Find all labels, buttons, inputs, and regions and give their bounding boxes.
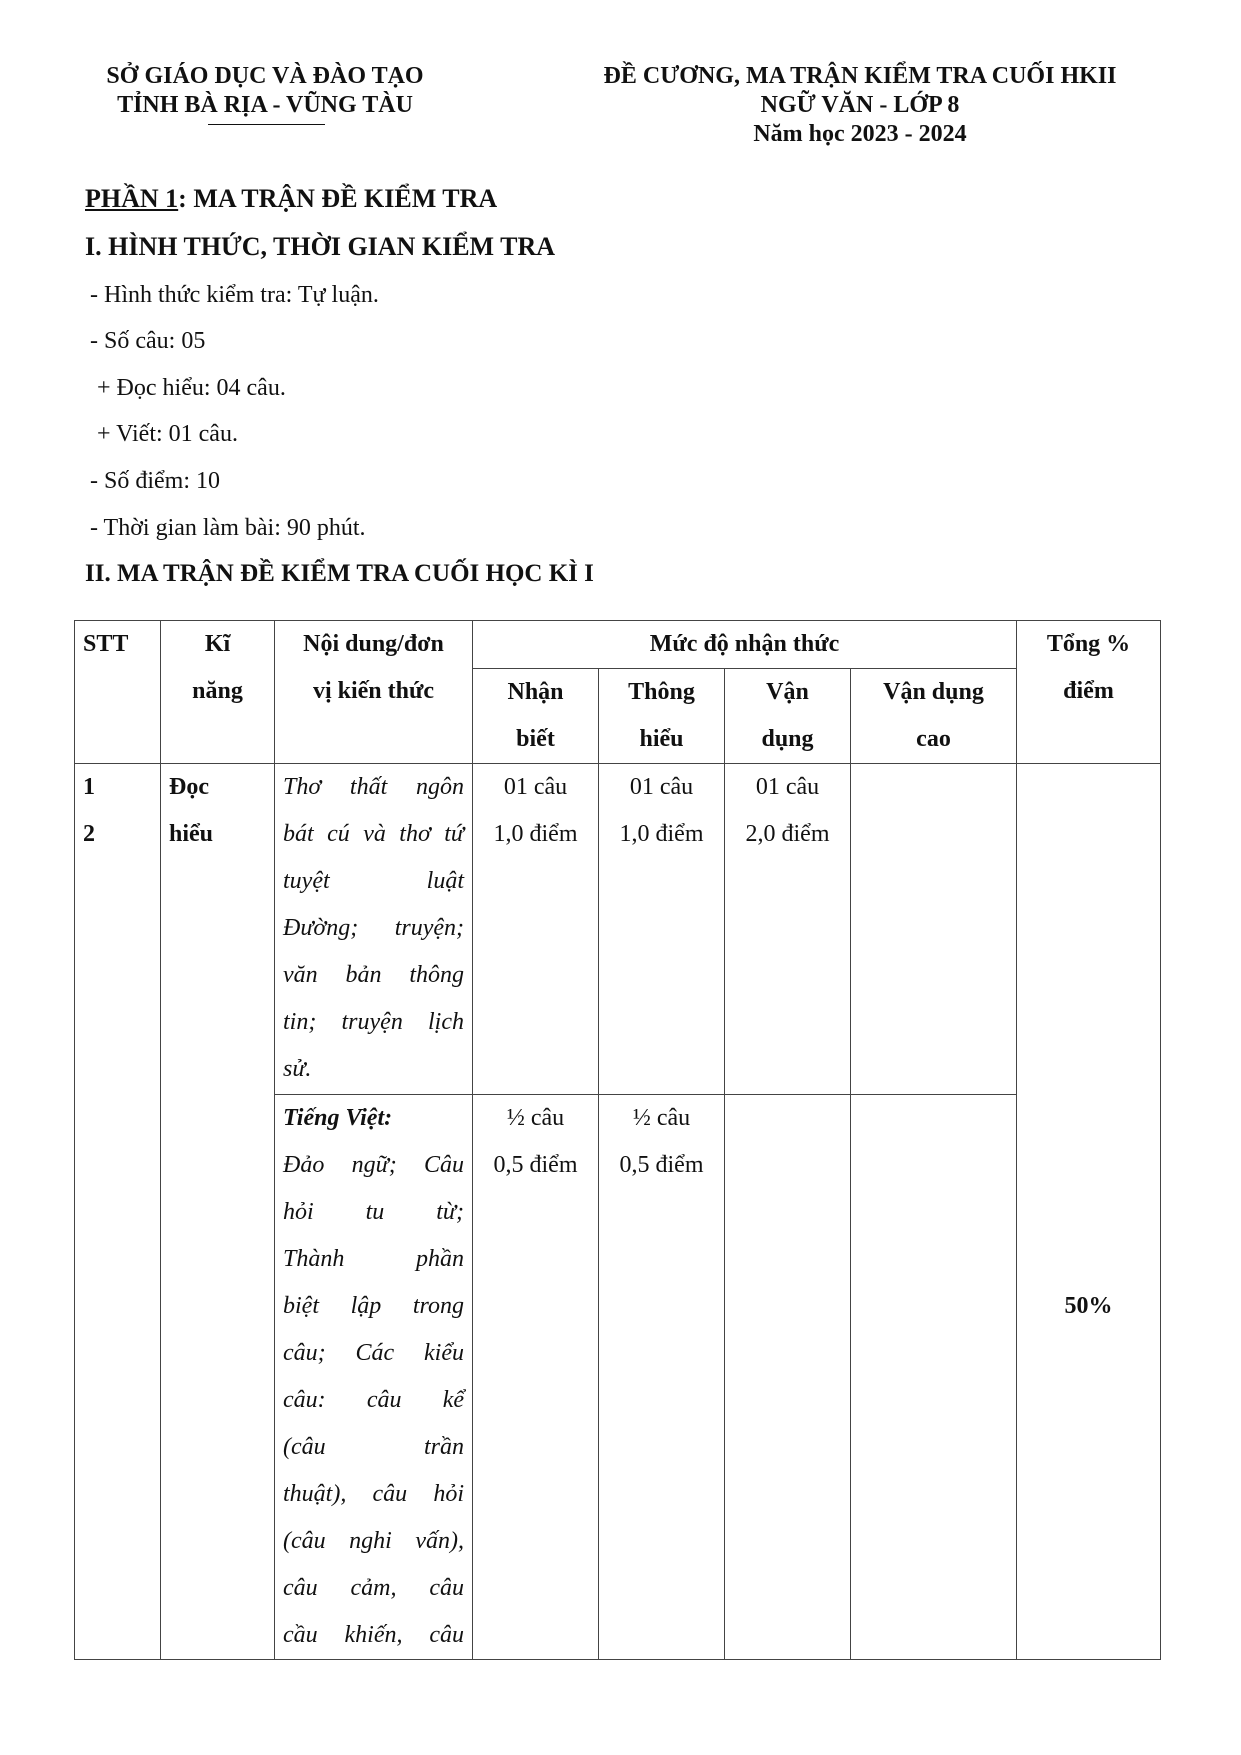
exam-matrix-table [74, 620, 1161, 1660]
application-cell [725, 1095, 851, 1660]
header-underline [208, 124, 325, 125]
document-title: ĐỀ CƯƠNG, MA TRẬN KIỂM TRA CUỐI HKII [603, 63, 1117, 89]
score-line: - Số điểm: 10 [90, 468, 220, 494]
province-name: TỈNH BÀ RỊA - VŨNG TÀU [117, 92, 413, 118]
recognition-cell: 01 câu 1,0 điểm [473, 764, 599, 1095]
stt-cell: 1 2 [75, 764, 161, 1660]
high-application-cell [851, 1095, 1017, 1660]
recognition-cell: ½ câu 0,5 điểm [473, 1095, 599, 1660]
skill-header: Kĩ năng [161, 621, 275, 764]
table-row [75, 764, 1161, 1095]
comprehension-header: Thông hiểu [599, 669, 725, 764]
application-cell: 01 câu 2,0 điểm [725, 764, 851, 1095]
question-count-line: - Số câu: 05 [90, 328, 206, 354]
right-header [520, 62, 1200, 149]
section1-title: I. HÌNH THỨC, THỜI GIAN KIỂM TRA [85, 232, 556, 261]
writing-count-line: + Viết: 01 câu. [97, 421, 238, 447]
high-application-header: Vận dụng cao [851, 669, 1017, 764]
reading-count-line: + Đọc hiểu: 04 câu. [97, 375, 286, 401]
total-percent-header: Tổng % điểm [1017, 621, 1161, 764]
content-cell-vietnamese: Tiếng Việt: Đảo ngữ; Câu hỏi tu từ; Thành phần biệt lập trong câu; Các kiểu câu: câu kể (câu trần thuật), câu hỏi (câu nghi vấn), câu cảm, câu cầu khiến, câu [275, 1095, 473, 1660]
recognition-header: Nhận biết [473, 669, 599, 764]
content-cell-reading: Thơ thất ngôn bát cú và thơ tứ tuyệt luật Đường; truyện; văn bản thông tin; truyện lịch sử. [275, 764, 473, 1095]
high-application-cell [851, 764, 1017, 1095]
comprehension-cell: 01 câu 1,0 điểm [599, 764, 725, 1095]
exam-format-line: - Hình thức kiểm tra: Tự luận. [90, 282, 379, 308]
section2-title: II. MA TRẬN ĐỀ KIỂM TRA CUỐI HỌC KÌ I [85, 560, 594, 587]
total-percent-cell: 50% [1017, 764, 1161, 1660]
part1-label: PHẦN 1 [85, 184, 179, 213]
part1-heading [85, 184, 497, 214]
school-year: Năm học 2023 - 2024 [753, 121, 967, 147]
application-header: Vận dụng [725, 669, 851, 764]
part1-title: : MA TRẬN ĐỀ KIỂM TRA [178, 184, 498, 213]
subject-grade: NGỮ VĂN - LỚP 8 [760, 92, 960, 118]
stt-header: STT [75, 621, 161, 764]
comprehension-cell: ½ câu 0,5 điểm [599, 1095, 725, 1660]
department-name: SỞ GIÁO DỤC VÀ ĐÀO TẠO [106, 63, 424, 89]
cognitive-level-header: Mức độ nhận thức [473, 621, 1017, 669]
left-header [70, 62, 460, 120]
duration-line: - Thời gian làm bài: 90 phút. [90, 515, 366, 541]
content-header: Nội dung/đơn vị kiến thức [275, 621, 473, 764]
skill-cell: Đọc hiểu [161, 764, 275, 1660]
